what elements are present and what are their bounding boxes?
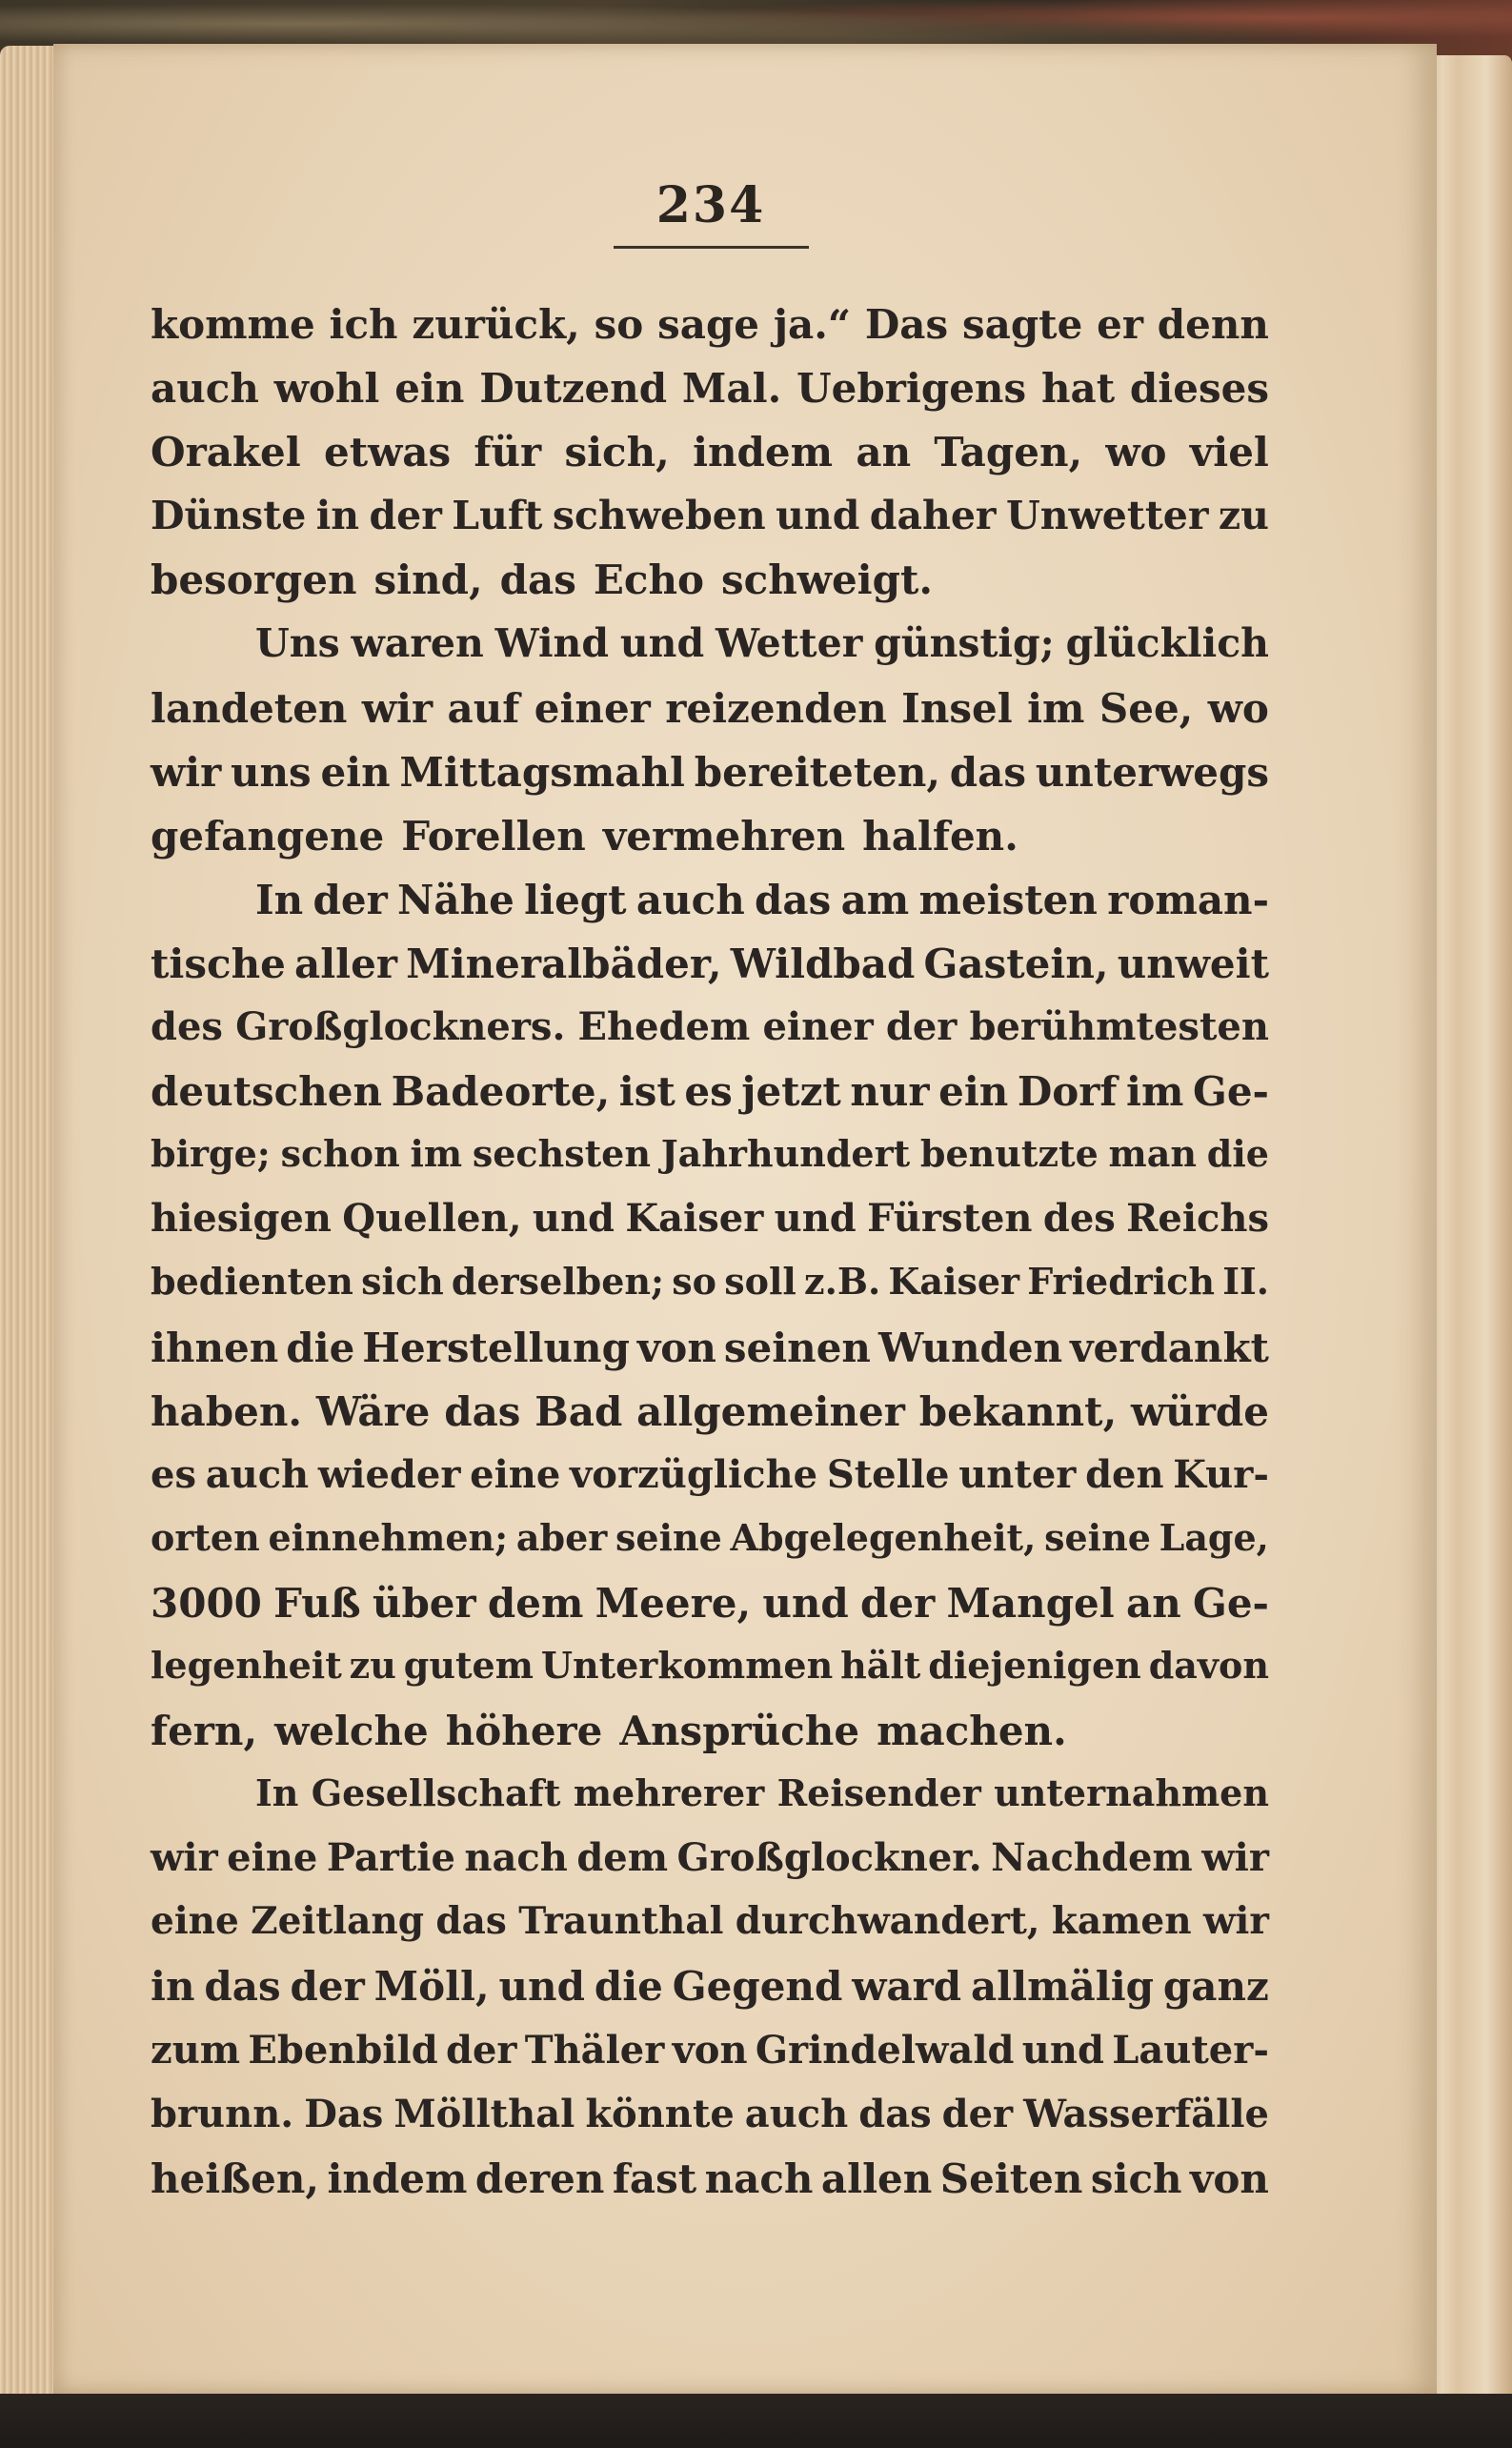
text-line: besorgen sind, das Echo schweigt. [151,556,934,604]
text-line: wir uns ein Mittagsmahl bereiteten, das unterwegs [151,748,1269,796]
text-line: brunn. Das Möllthal könnte auch das der Wasserfälle [151,2091,1269,2136]
page-edges-left [0,46,61,2409]
text-line: landeten wir auf einer reizenden Insel im See, wo [151,684,1269,732]
text-line: gefangene Forellen vermehren halfen. [151,812,1018,860]
header-rule [614,246,809,249]
text-line: fern, welche höhere Ansprüche machen. [151,1708,1067,1755]
text-line: eine Zeitlang das Traunthal durchwandert, kamen wir [151,1899,1269,1944]
body-text [151,301,1269,2219]
text-line: bedienten sich derselben; so soll z.B. Kaiser Friedrich II. [151,1260,1269,1304]
text-line: auch wohl ein Dutzend Mal. Uebrigens hat dieses [151,365,1269,413]
text-line: des Großglockners. Ehedem einer der berühmtesten [151,1004,1269,1050]
text-line: orten einnehmen; aber seine Abgelegenheit, seine Lage, [151,1515,1269,1559]
text-line: hiesigen Quellen, und Kaiser und Fürsten des Reichs [151,1196,1269,1242]
text-line: heißen, indem deren fast nach allen Seiten sich von [151,2155,1269,2202]
text-line: legenheit zu gutem Unterkommen hält diejenigen davon [151,1643,1269,1687]
text-line: ihnen die Herstellung von seinen Wunden verdankt [151,1324,1269,1371]
scan-bottom-edge [0,2394,1512,2448]
text-line: deutschen Badeorte, ist es jetzt nur ein Dorf im Ge- [151,1068,1269,1116]
text-line: In der Nähe liegt auch das am meisten roman- [255,876,1269,923]
page-edges-right [1429,55,1512,2409]
text-line: haben. Wäre das Bad allgemeiner bekannt, würde [151,1387,1269,1435]
text-line: wir eine Partie nach dem Großglockner. Nachdem wir [151,1835,1269,1881]
text-line: birge; schon im sechsten Jahrhundert benutzte man die [151,1132,1269,1176]
text-line: Dünste in der Luft schweben und daher Unwetter zu [151,493,1269,539]
page-number: 234 [655,176,766,234]
text-line: tische aller Mineralbäder, Wildbad Gastein, unweit [151,940,1269,987]
text-line: es auch wieder eine vorzügliche Stelle unter den Kur- [151,1451,1269,1497]
text-line: in das der Möll, und die Gegend ward allmälig ganz [151,1963,1269,2011]
text-line: 3000 Fuß über dem Meere, und der Mangel an Ge- [151,1579,1269,1627]
text-line: zum Ebenbild der Thäler von Grindelwald und Lauter- [151,2027,1269,2073]
text-line: Orakel etwas für sich, indem an Tagen, wo viel [151,429,1269,476]
text-line: In Gesellschaft mehrerer Reisender unternahmen [255,1771,1269,1815]
text-line: Uns waren Wind und Wetter günstig; glücklich [255,620,1269,667]
text-line: komme ich zurück, so sage ja.“ Das sagte er denn [151,301,1269,348]
